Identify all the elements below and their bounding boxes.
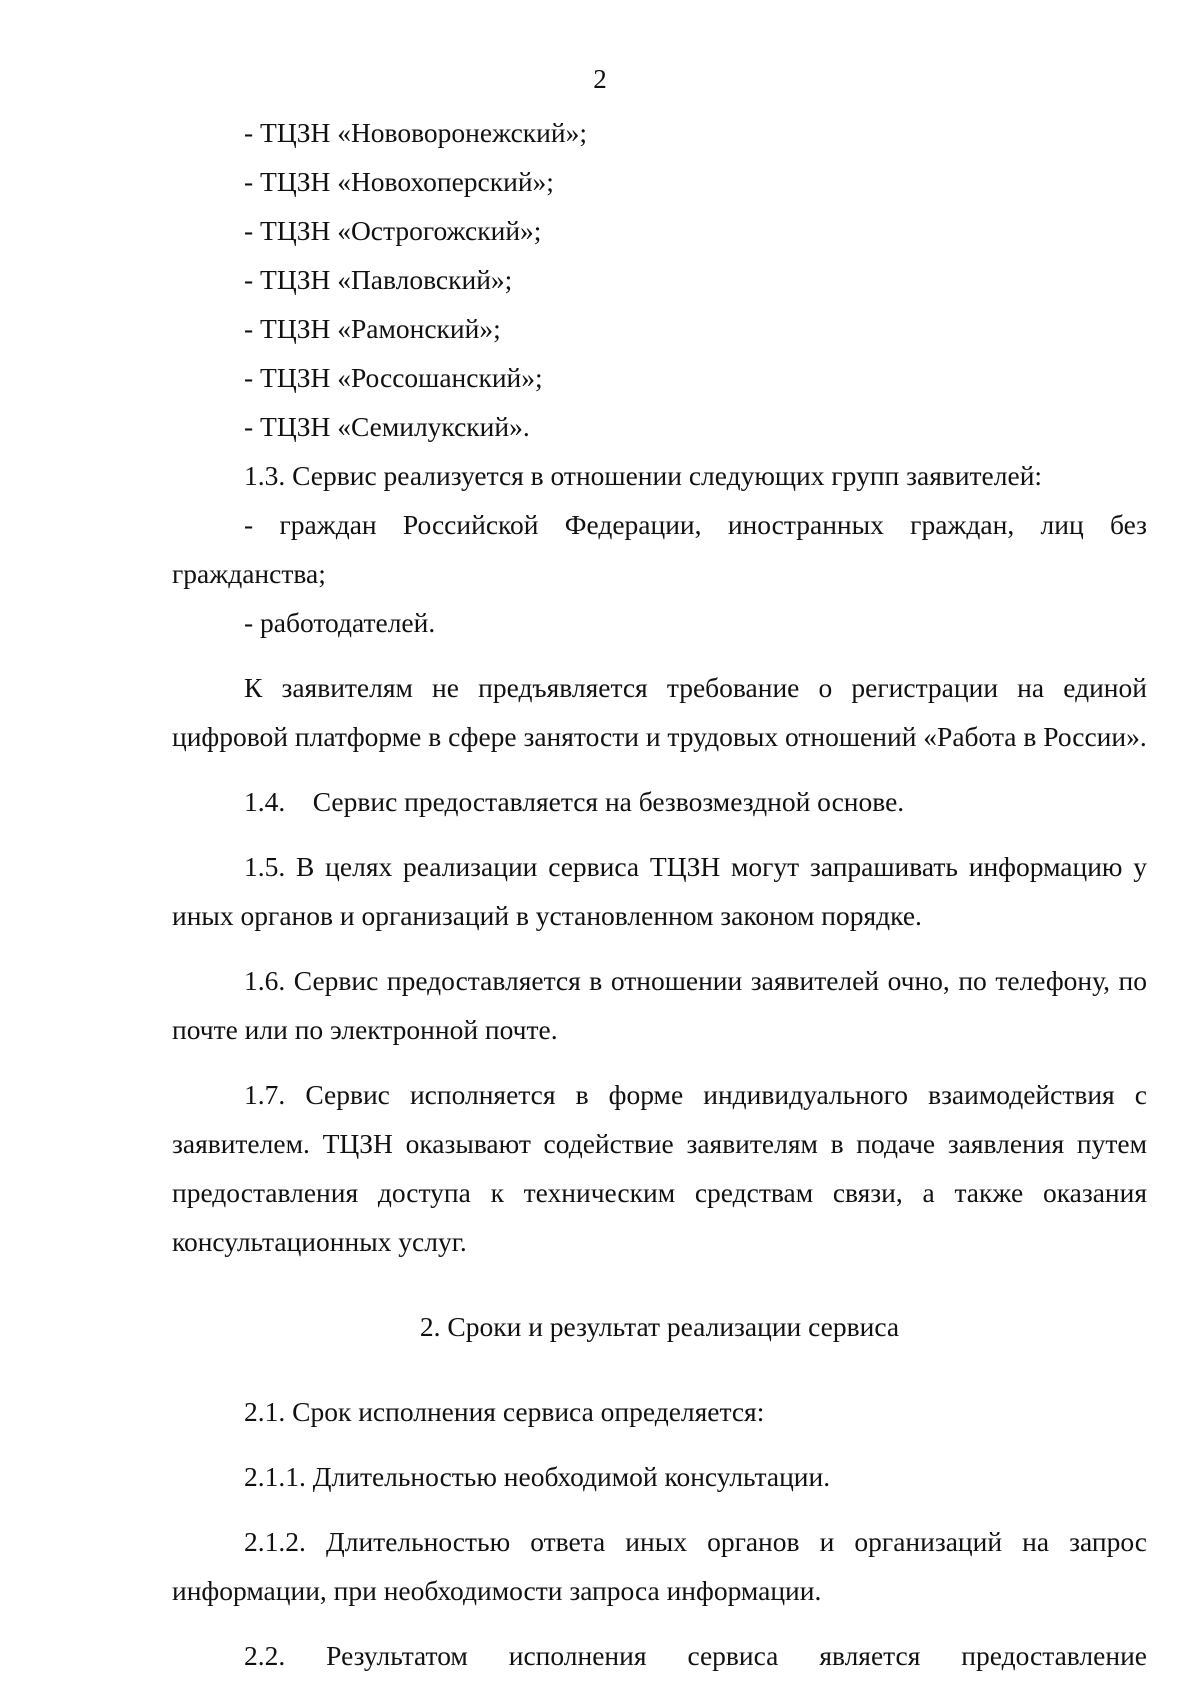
- section-2-heading: 2. Сроки и результат реализации сервиса: [419, 1311, 900, 1342]
- paragraph-2-1-1: 2.1.1. Длительностью необходимой консультации.: [244, 1461, 831, 1492]
- document-body: [172, 108, 1147, 1680]
- list-item: - ТЦЗН «Семилукский».: [244, 411, 530, 442]
- list-item: - ТЦЗН «Нововоронежский»;: [244, 117, 587, 148]
- list-item: - ТЦЗН «Рамонский»;: [244, 313, 501, 344]
- list-item: - ТЦЗН «Острогожский»;: [244, 215, 542, 246]
- paragraph-2-2: 2.2. Результатом исполнения сервиса является предоставление: [244, 1640, 1147, 1671]
- list-item: - ТЦЗН «Новохоперский»;: [244, 166, 554, 197]
- paragraph-1-7: 1.7. Сервис исполняется в форме индивидуального взаимодействия с заявителем. ТЦЗН оказывают содействие заявителям в подаче заявления путем предоставления доступа к техническим средствам связи, а также оказания консультационных услуг.: [172, 1079, 1147, 1257]
- list-item: - ТЦЗН «Павловский»;: [244, 264, 513, 295]
- list-item: - ТЦЗН «Россошанский»;: [244, 362, 543, 393]
- page-number: 2: [593, 64, 607, 94]
- paragraph-1-6: 1.6. Сервис предоставляется в отношении заявителей очно, по телефону, по почте или по электронной почте.: [172, 965, 1147, 1045]
- paragraph-1-3-citizens: - граждан Российской Федерации, иностранных граждан, лиц без гражданства;: [172, 509, 1147, 589]
- paragraph-1-5: 1.5. В целях реализации сервиса ТЦЗН могут запрашивать информацию у иных органов и организаций в установленном законом порядке.: [172, 851, 1147, 931]
- paragraph-1-4: 1.4. Сервис предоставляется на безвозмездной основе.: [244, 786, 905, 817]
- paragraph-2-1: 2.1. Срок исполнения сервиса определяется:: [244, 1396, 765, 1427]
- paragraph-registration: К заявителям не предъявляется требование о регистрации на единой цифровой платформе в сфере занятости и трудовых отношений «Работа в России».: [172, 672, 1147, 752]
- paragraph-1-3-employers: - работодателей.: [244, 607, 436, 638]
- paragraph-2-1-2: 2.1.2. Длительностью ответа иных органов и организаций на запрос информации, при необходимости запроса информации.: [172, 1526, 1147, 1606]
- paragraph-1-3: 1.3. Сервис реализуется в отношении следующих групп заявителей:: [244, 460, 1043, 491]
